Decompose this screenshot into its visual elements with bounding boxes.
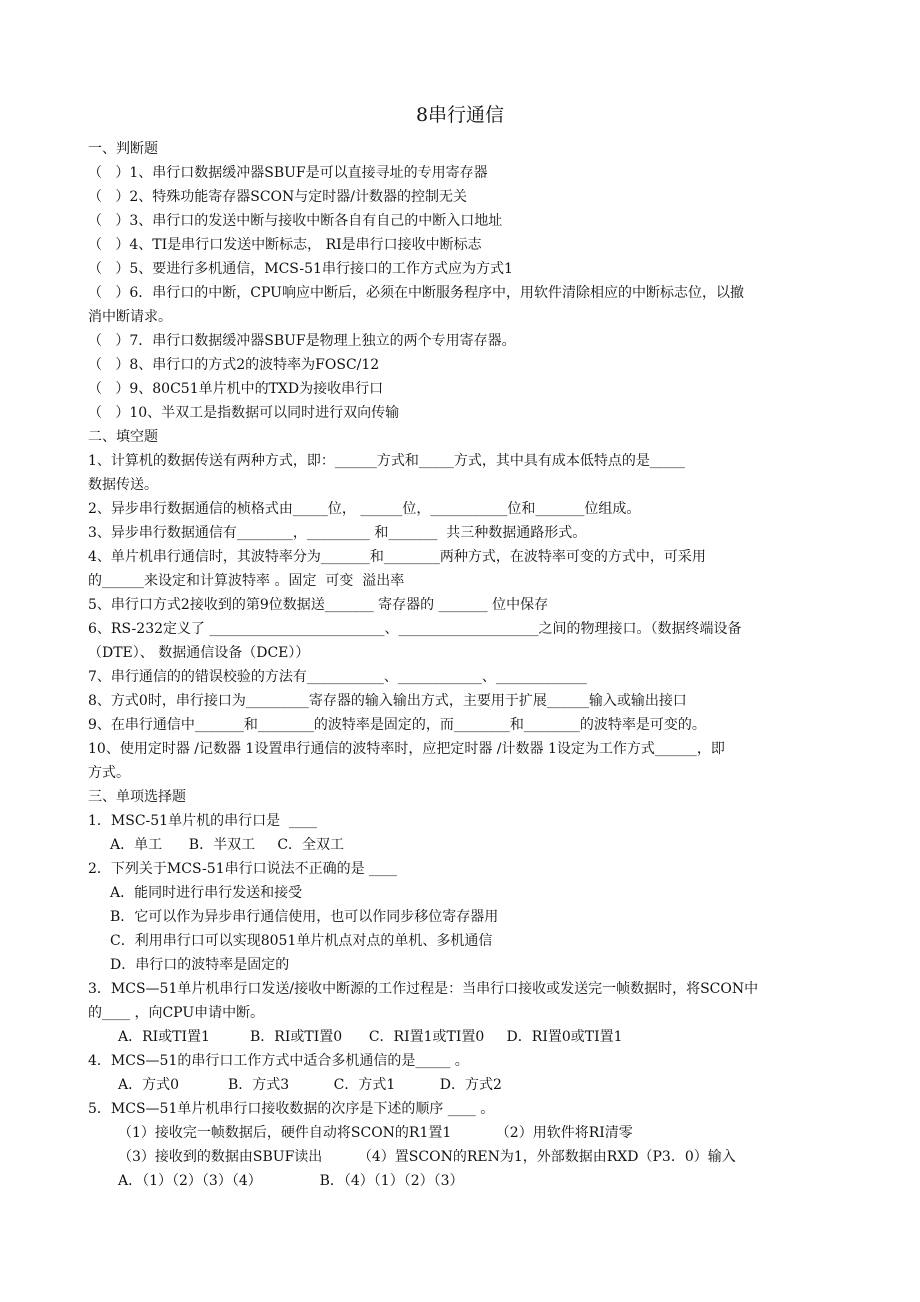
text-line: 5．MCS—51单片机串行口接收数据的次序是下述的顺序 ____ 。 bbox=[88, 1101, 495, 1117]
text-line: 消中断请求。 bbox=[88, 309, 172, 325]
text-line: 4．MCS—51的串行口工作方式中适合多机通信的是_____ 。 bbox=[88, 1053, 469, 1069]
text-line: 3、异步串行数据通信有________，_________ 和_______ 共三种数据通路形式。 bbox=[88, 525, 587, 541]
text-line: 一、判断题 bbox=[88, 141, 158, 157]
text-line: 方式。 bbox=[88, 765, 130, 781]
text-line: （DTE）、 数据通信设备（DCE）） bbox=[88, 645, 310, 661]
text-line: 4、单片机串行通信时，其波特率分为_______和________两种方式，在波特率可变的方式中，可采用 bbox=[88, 549, 706, 565]
text-line: （3）接收到的数据由SBUF读出 （4）置SCON的REN为1，外部数据由RXD（P3．0）输入 bbox=[118, 1149, 736, 1165]
text-line: 10、使用定时器 /记数器 1设置串行通信的波特率时，应把定时器 /计数器 1设定为工作方式______，即 bbox=[88, 741, 725, 757]
text-line: 9、在串行通信中_______和________的波特率是固定的，而________和________的波特率是可变的。 bbox=[88, 717, 706, 733]
text-line: （1）接收完一帧数据后，硬件自动将SCON的R1置1 （2）用软件将RI清零 bbox=[118, 1125, 633, 1141]
text-line: 7、串行通信的的错误校验的方法有___________、____________、_____________ bbox=[88, 669, 587, 685]
text-line: 的______来设定和计算波特率 。固定 可变 溢出率 bbox=[88, 573, 405, 589]
document-body bbox=[88, 137, 848, 1193]
text-line: （ ）8、串行口的方式2的波特率为FOSC/12 bbox=[88, 357, 380, 373]
text-line: 2、异步串行数据通信的桢格式由_____位， ______位，___________位和_______位组成。 bbox=[88, 501, 641, 517]
text-line: （ ）6．串行口的中断，CPU响应中断后，必须在中断服务程序中，用软件清除相应的中断标志位，以撤 bbox=[88, 285, 744, 301]
text-line: A．（1）（2）（3）（4） B．（4）（1）（2）（3） bbox=[118, 1173, 464, 1189]
text-line: （ ）9、80C51单片机中的TXD为接收串行口 bbox=[88, 381, 384, 397]
text-line: （ ）2、特殊功能寄存器SCON与定时器/计数器的控制无关 bbox=[88, 189, 468, 205]
text-line: （ ）4、TI是串行口发送中断标志， RI是串行口接收中断标志 bbox=[88, 237, 482, 253]
text-line: （ ）1、串行口数据缓冲器SBUF是可以直接寻址的专用寄存器 bbox=[88, 165, 488, 181]
text-line: A．RI或TI置1 B．RI或TI置0 C．RI置1或TI置0 D．RI置0或TI置1 bbox=[118, 1029, 623, 1045]
text-line: 二、填空题 bbox=[88, 429, 158, 445]
text-line: C．利用串行口可以实现8051单片机点对点的单机、多机通信 bbox=[110, 933, 493, 949]
text-line: A．能同时进行串行发送和接受 bbox=[110, 885, 303, 901]
text-line: （ ）10、半双工是指数据可以同时进行双向传输 bbox=[88, 405, 400, 421]
text-line: 3．MCS—51单片机串行口发送/接收中断源的工作过程是：当串行口接收或发送完一帧数据时，将SCON中 bbox=[88, 981, 759, 997]
text-line: 的____ ，向CPU申请中断。 bbox=[88, 1005, 265, 1021]
text-line: D．串行口的波特率是固定的 bbox=[110, 957, 290, 973]
text-line: 数据传送。 bbox=[88, 477, 158, 493]
text-line: B．它可以作为异步串行通信使用，也可以作同步移位寄存器用 bbox=[110, 909, 499, 925]
text-line: 6、RS-232定义了 _________________________、____________________之间的物理接口。（数据终端设备 bbox=[88, 621, 742, 637]
text-line: A．单工 B．半双工 C．全双工 bbox=[110, 837, 345, 853]
text-line: 2．下列关于MCS-51串行口说法不正确的是 ____ bbox=[88, 861, 398, 877]
text-line: 1、计算机的数据传送有两种方式，即：______方式和_____方式，其中具有成本低特点的是_____ bbox=[88, 453, 685, 469]
text-line: （ ）5、要进行多机通信，MCS-51串行接口的工作方式应为方式1 bbox=[88, 261, 513, 277]
text-line: 三、单项选择题 bbox=[88, 789, 186, 805]
page-title: 8串行通信 bbox=[415, 104, 505, 126]
text-line: 5、串行口方式2接收到的第9位数据送_______ 寄存器的 _______ 位中保存 bbox=[88, 597, 549, 613]
text-line: 1．MSC-51单片机的串行口是 ____ bbox=[88, 813, 317, 829]
text-line: 8、方式0时，串行接口为_________寄存器的输入输出方式，主要用于扩展______输入或输出接口 bbox=[88, 693, 687, 709]
text-line: （ ）7．串行口数据缓冲器SBUF是物理上独立的两个专用寄存器。 bbox=[88, 333, 516, 349]
text-line: A．方式0 B．方式3 C．方式1 D．方式2 bbox=[118, 1077, 502, 1093]
text-line: （ ）3、串行口的发送中断与接收中断各自有自己的中断入口地址 bbox=[88, 213, 503, 229]
